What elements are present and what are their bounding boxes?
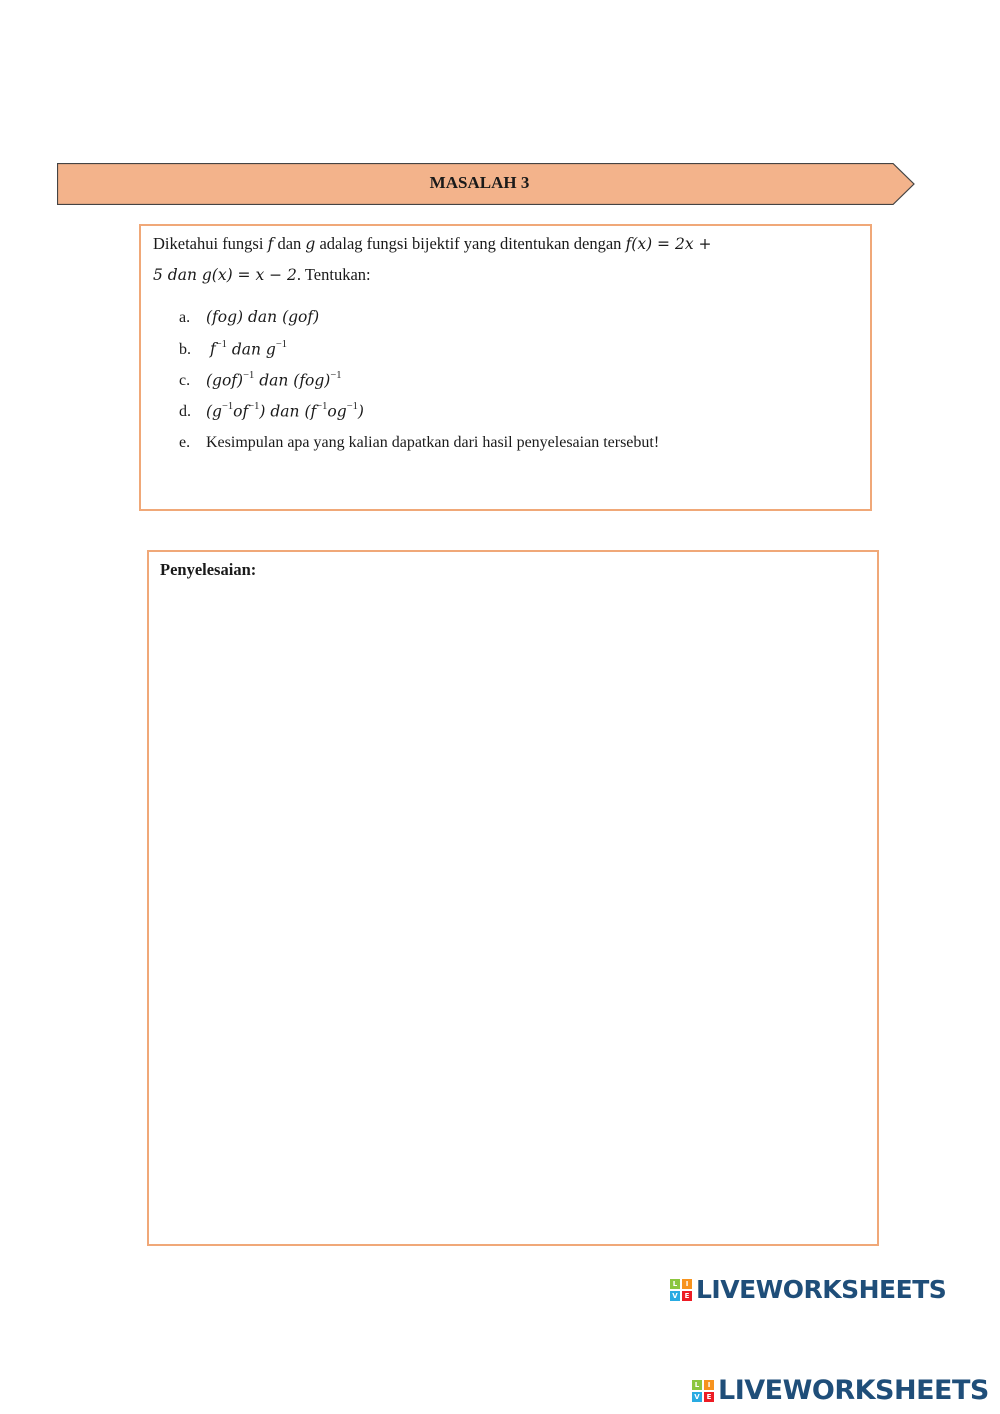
- task-expression-part: og: [327, 402, 347, 421]
- task-letter: c.: [179, 372, 191, 390]
- problem-intro-line-1: [153, 234, 712, 254]
- logo-tile: V: [670, 1291, 680, 1301]
- liveworksheets-grid-icon: [670, 1279, 692, 1301]
- task-item-b: [179, 340, 287, 359]
- task-letter: d.: [179, 403, 191, 421]
- banner-title: MASALAH 3: [429, 173, 530, 192]
- exponent: −1: [215, 339, 227, 350]
- task-item-c: [179, 371, 342, 390]
- solution-label: Penyelesaian:: [160, 560, 257, 579]
- section-banner: [57, 163, 915, 205]
- task-expression-part: dan (fog): [254, 371, 331, 390]
- exponent: −1: [346, 401, 358, 412]
- exponent: −1: [221, 401, 234, 412]
- task-expression-part: (gof): [206, 371, 244, 390]
- task-letter: b.: [179, 341, 191, 359]
- task-expression-part: of: [233, 402, 249, 421]
- problem-box: [139, 224, 872, 511]
- logo-tile: L: [670, 1279, 680, 1289]
- exponent: −1: [330, 370, 342, 381]
- task-expression-part: ) dan (f: [259, 402, 317, 421]
- liveworksheets-logo-upper: [670, 1275, 946, 1304]
- task-item-a: [179, 308, 319, 327]
- function-f: f: [267, 235, 274, 253]
- task-expression-part: dan g: [226, 340, 276, 359]
- task-letter: a.: [179, 309, 191, 326]
- liveworksheets-logo-lower: [692, 1375, 989, 1406]
- task-letter: e.: [179, 434, 191, 451]
- logo-tile: V: [692, 1392, 702, 1402]
- logo-tile: E: [704, 1392, 714, 1402]
- intro-text-1: Diketahui fungsi: [153, 234, 268, 253]
- function-g: g: [305, 235, 316, 253]
- equation-f: f(x) = 2x +: [625, 235, 712, 253]
- logo-tile: I: [704, 1380, 714, 1390]
- logo-tile: L: [692, 1380, 702, 1390]
- problem-intro-line-2: [153, 265, 371, 285]
- task-item-e: [179, 434, 659, 452]
- logo-tile: E: [682, 1291, 692, 1301]
- liveworksheets-wordmark: LIVEWORKSHEETS: [718, 1375, 989, 1406]
- intro-text-2: dan: [273, 234, 306, 253]
- intro-text-3: adalag fungsi bijektif yang ditentukan dengan: [315, 234, 626, 253]
- exponent: −1: [243, 370, 255, 381]
- task-expression-part: (g: [206, 402, 222, 421]
- intro-text-4: . Tentukan:: [296, 265, 371, 284]
- liveworksheets-wordmark: LIVEWORKSHEETS: [696, 1275, 947, 1304]
- logo-tile: I: [682, 1279, 692, 1289]
- liveworksheets-grid-icon: [692, 1380, 714, 1402]
- equation-g: 5 dan g(x) = x − 2: [153, 266, 297, 284]
- task-expression: (fog) dan (gof): [206, 308, 320, 326]
- task-expression-part: f: [210, 340, 216, 359]
- exponent: −1: [316, 401, 328, 412]
- exponent: −1: [275, 339, 288, 350]
- exponent: −1: [248, 401, 260, 412]
- solution-box[interactable]: [147, 550, 879, 1246]
- task-item-d: [179, 402, 364, 421]
- task-text: Kesimpulan apa yang kalian dapatkan dari hasil penyelesaian tersebut!: [206, 434, 660, 451]
- task-expression-part: ): [357, 402, 364, 421]
